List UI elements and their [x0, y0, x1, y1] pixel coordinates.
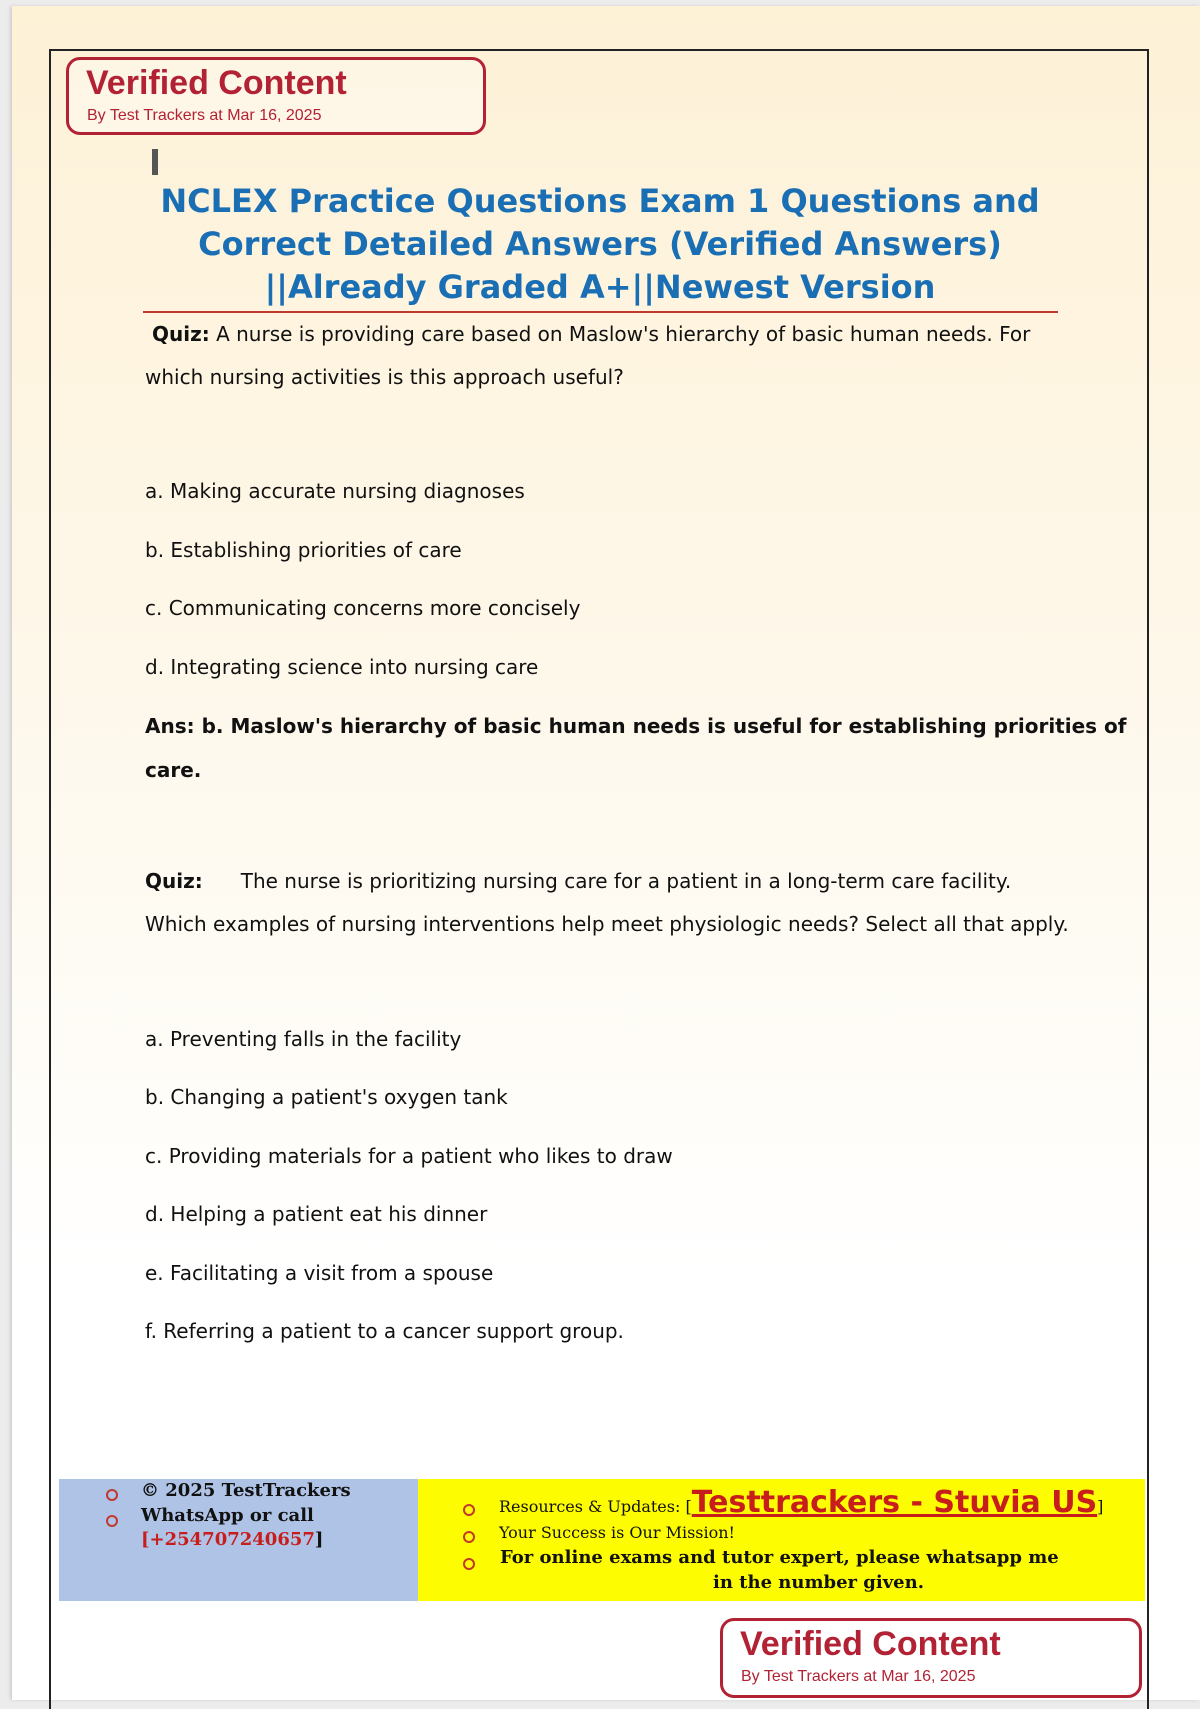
verified-stamp-top	[66, 57, 486, 135]
bullet-icon	[463, 1504, 475, 1516]
copyright-text: © 2025 TestTrackers	[141, 1480, 351, 1501]
stamp-title: Verified Content	[740, 1625, 1001, 1663]
q2-option-e: e. Facilitating a visit from a spouse	[145, 1261, 494, 1285]
q2-option-d: d. Helping a patient eat his dinner	[145, 1202, 488, 1226]
bullet-icon	[463, 1558, 475, 1570]
q1-answer-line-2: care.	[145, 758, 202, 782]
bullet-icon	[463, 1531, 475, 1543]
stamp-subtitle: By Test Trackers at Mar 16, 2025	[741, 1668, 976, 1685]
resources-line: Resources & Updates: [Testtrackers - Stuvia US]	[499, 1485, 1104, 1520]
q2-option-b: b. Changing a patient's oxygen tank	[145, 1085, 508, 1109]
footer-resources-panel	[418, 1479, 1145, 1601]
tutor-line-1: For online exams and tutor expert, please whatsapp me	[500, 1547, 1059, 1568]
question-1-line-2: which nursing activities is this approach useful?	[145, 365, 624, 389]
title-divider	[143, 311, 1058, 313]
q1-option-c: c. Communicating concerns more concisely	[145, 596, 581, 620]
footer-contact-panel	[59, 1479, 418, 1601]
bullet-icon	[106, 1515, 118, 1527]
bullet-icon	[106, 1489, 118, 1501]
stamp-title: Verified Content	[86, 64, 347, 102]
phone-number[interactable]: [+254707240657]	[141, 1529, 324, 1550]
text-cursor-marker	[152, 149, 158, 175]
mission-text: Your Success is Our Mission!	[499, 1523, 735, 1542]
q2-option-c: c. Providing materials for a patient who likes to draw	[145, 1144, 673, 1168]
title-line-3: ||Already Graded A+||Newest Version	[264, 268, 936, 306]
stamp-subtitle: By Test Trackers at Mar 16, 2025	[87, 107, 322, 124]
q2-option-f: f. Referring a patient to a cancer support group.	[145, 1319, 624, 1343]
verified-stamp-bottom	[720, 1618, 1142, 1698]
whatsapp-label: WhatsApp or call	[141, 1505, 314, 1526]
q1-answer-line-1: Ans: b. Maslow's hierarchy of basic human needs is useful for establishing priorities of	[145, 714, 1127, 738]
quiz-label: Quiz:	[152, 322, 210, 346]
question-2-line-1: Quiz: The nurse is prioritizing nursing care for a patient in a long-term care facility.	[145, 869, 1012, 893]
document-title	[150, 180, 1050, 309]
question-1-line-1: Quiz: A nurse is providing care based on Maslow's hierarchy of basic human needs. For	[152, 322, 1031, 346]
q1-option-a: a. Making accurate nursing diagnoses	[145, 479, 525, 503]
tutor-line-2: in the number given.	[712, 1572, 924, 1593]
question-2-line-2: Which examples of nursing interventions help meet physiologic needs? Select all that apply.	[145, 912, 1069, 936]
title-line-2: Correct Detailed Answers (Verified Answers)	[198, 225, 1002, 263]
q2-option-a: a. Preventing falls in the facility	[145, 1027, 462, 1051]
title-line-1: NCLEX Practice Questions Exam 1 Questions and	[160, 182, 1040, 220]
stuvia-link[interactable]: Testtrackers - Stuvia US	[691, 1485, 1098, 1520]
q1-option-d: d. Integrating science into nursing care	[145, 655, 539, 679]
q1-option-b: b. Establishing priorities of care	[145, 538, 462, 562]
quiz-label: Quiz:	[145, 869, 203, 893]
